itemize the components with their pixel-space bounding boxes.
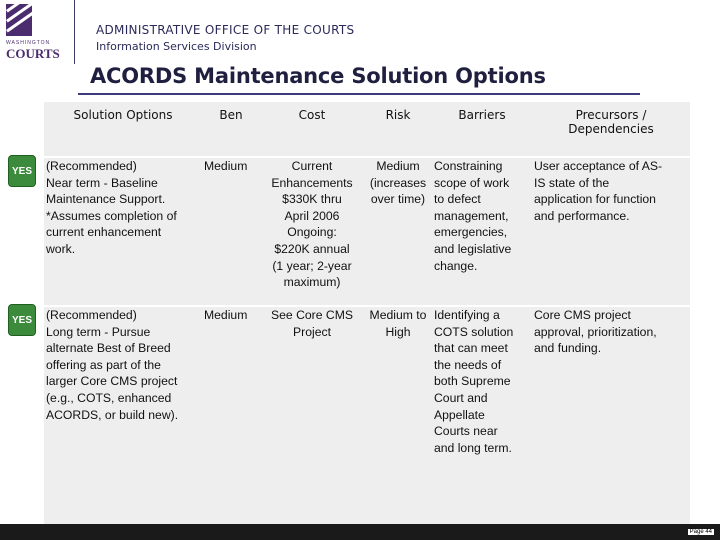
cell-barriers: Identifying a COTS solution that can meet the needs of both Supreme Court and Appellate Courts near and long term. — [432, 307, 532, 537]
cell-precursors: Core CMS project approval, prioritization, and funding. — [532, 307, 690, 537]
title-underline — [78, 93, 640, 95]
cell-solution: (Recommended) Near term - Baseline Maintenance Support. *Assumes completion of current enhancement work. — [44, 158, 202, 305]
footer-bar — [0, 524, 720, 540]
solution-options-table — [44, 102, 690, 537]
cell-ben: Medium — [202, 158, 260, 305]
cell-barriers: Constraining scope of work to defect management, emergencies, and legislative change. — [432, 158, 532, 305]
cell-cost: See Core CMS Project — [260, 307, 364, 537]
cell-cost: Current Enhancements $330K thru April 2006 Ongoing: $220K annual (1 year; 2-year maximum) — [260, 158, 364, 305]
header-division: Information Services Division — [96, 40, 257, 53]
cell-solution: (Recommended) Long term - Pursue alternate Best of Breed offering as part of the larger Core CMS project (e.g., COTS, enhanced ACORDS, or build new). — [44, 307, 202, 537]
header-solution-options: Solution Options — [44, 102, 202, 156]
logo-mark-icon — [6, 4, 32, 36]
page-number: Page 44 — [689, 529, 712, 535]
logo-small-text: WASHINGTON — [6, 40, 51, 46]
header-ben: Ben — [202, 102, 260, 156]
yes-badge-icon: YES — [8, 304, 36, 336]
table-row — [44, 158, 690, 305]
header-divider — [74, 0, 75, 64]
page-title: ACORDS Maintenance Solution Options — [90, 64, 546, 88]
cell-ben: Medium — [202, 307, 260, 537]
logo-big-text: COURTS — [6, 46, 60, 61]
header-office: ADMINISTRATIVE OFFICE OF THE COURTS — [96, 23, 355, 37]
courts-logo — [4, 4, 64, 60]
yes-badge-icon: YES — [8, 155, 36, 187]
cell-risk: Medium to High — [364, 307, 432, 537]
table-row — [44, 307, 690, 537]
header-precursors: Precursors / Dependencies — [532, 102, 690, 156]
cell-precursors: User acceptance of AS- IS state of the application for function and performance. — [532, 158, 690, 305]
header-cost: Cost — [260, 102, 364, 156]
header — [0, 0, 720, 64]
cell-risk: Medium (increases over time) — [364, 158, 432, 305]
header-risk: Risk — [364, 102, 432, 156]
header-barriers: Barriers — [432, 102, 532, 156]
